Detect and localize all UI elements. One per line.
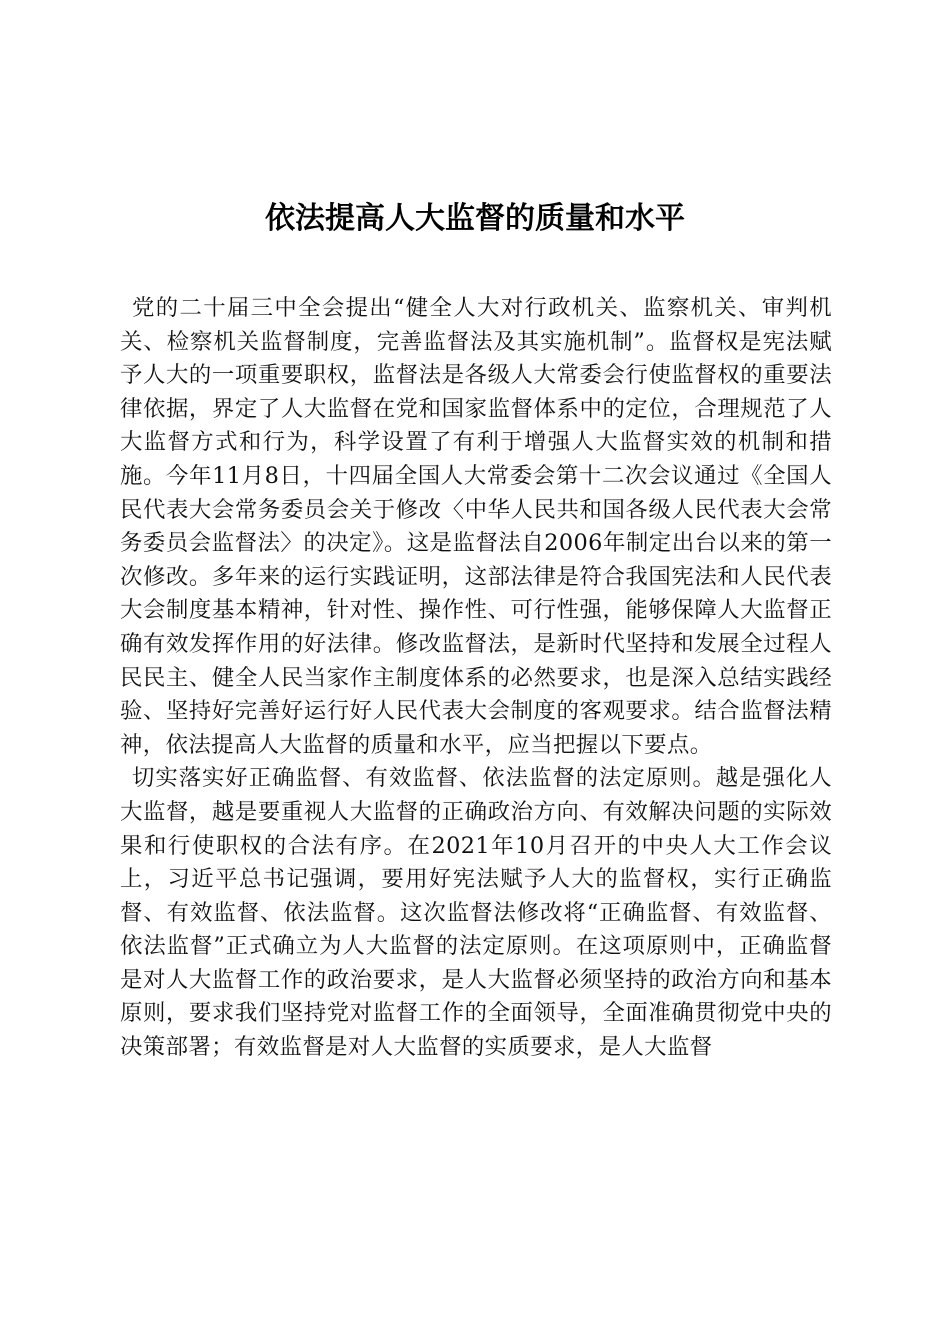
paragraph-1: 党的二十届三中全会提出“健全人大对行政机关、监察机关、审判机关、检察机关监督制度，完善监督法及其实施机制”。监督权是宪法赋予人大的一项重要职权，监督法是各级人大常委会行使监督权的重要法律依据，界定了人大监督在党和国家监督体系中的定位，合理规范了人大监督方式和行为，科学设置了有利于增强人大监督实效的机制和措施。今年11月8日，十四届全国人大常委会第十二次会议通过《全国人民代表大会常务委员会关于修改〈中华人民共和国各级人民代表大会常务委员会监督法〉的决定》。这是监督法自2006年制定出台以来的第一次修改。多年来的运行实践证明，这部法律是符合我国宪法和人民代表大会制度基本精神，针对性、操作性、可行性强，能够保障人大监督正确有效发挥作用的好法律。修改监督法，是新时代坚持和发展全过程人民民主、健全人民当家作主制度体系的必然要求，也是深入总结实践经验、坚持好完善好运行好人民代表大会制度的客观要求。结合监督法精神，依法提高人大监督的质量和水平，应当把握以下要点。 xyxy=(120,295,832,758)
document-title: 依法提高人大监督的质量和水平 xyxy=(265,201,685,236)
document-body xyxy=(120,292,832,1065)
paragraph-2: 切实落实好正确监督、有效监督、依法监督的法定原则。越是强化人大监督，越是要重视人大监督的正确政治方向、有效解决问题的实际效果和行使职权的合法有序。在2021年10月召开的中央人大工作会议上，习近平总书记强调，要用好宪法赋予人大的监督权，实行正确监督、有效监督、依法监督。这次监督法修改将“正确监督、有效监督、依法监督”正式确立为人大监督的法定原则。在这项原则中，正确监督是对人大监督工作的政治要求，是人大监督必须坚持的政治方向和基本原则，要求我们坚持党对监督工作的全面领导，全面准确贯彻党中央的决策部署；有效监督是对人大监督的实质要求，是人大监督 xyxy=(120,765,832,1061)
